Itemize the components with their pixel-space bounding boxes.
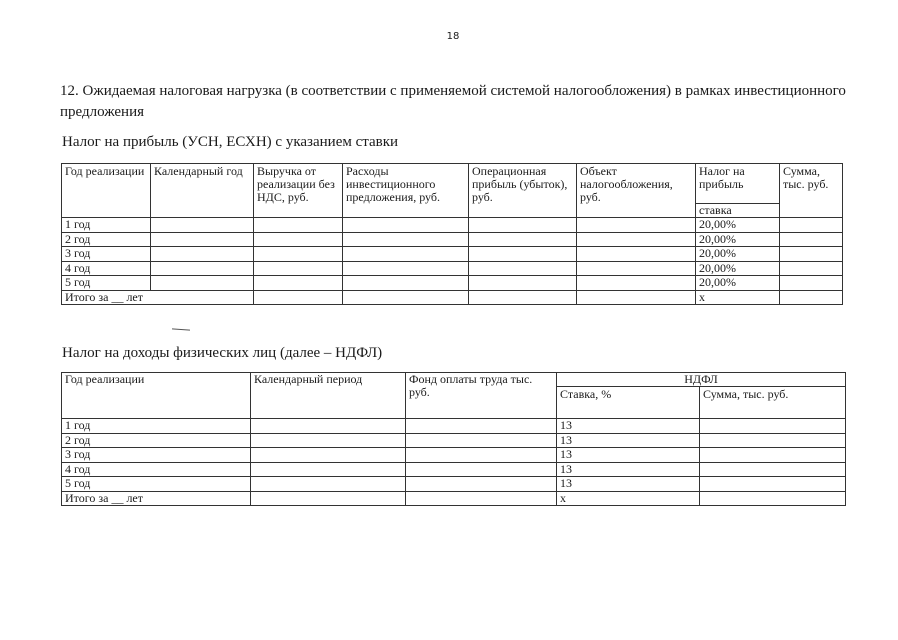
row-rate: 20,00% [696, 218, 780, 233]
row-rate: 20,00% [696, 247, 780, 262]
header-profit-tax: Налог на прибыль [696, 164, 780, 204]
table-row [62, 477, 846, 492]
cell-expenses [343, 276, 469, 291]
row-rate: 13 [557, 433, 700, 448]
cell-tax-object [577, 290, 696, 305]
row-year: 4 год [62, 261, 151, 276]
table-total-row [62, 491, 846, 506]
cell-operating-profit [469, 247, 577, 262]
row-year: 3 год [62, 247, 151, 262]
cell-revenue [254, 232, 343, 247]
cell-amount [780, 290, 843, 305]
cell-expenses [343, 261, 469, 276]
header-payroll: Фонд оплаты труда тыс. руб. [406, 373, 557, 419]
cell-payroll [406, 462, 557, 477]
cell-revenue [254, 276, 343, 291]
header-tax-object: Объект налогообложения, руб. [577, 164, 696, 218]
ndfl-table-title: Налог на доходы физических лиц (далее – НДФЛ) [62, 345, 383, 361]
row-year: 2 год [62, 232, 151, 247]
cell-period [251, 448, 406, 463]
cell-period [251, 419, 406, 434]
row-year: 5 год [62, 477, 251, 492]
cell-period [251, 477, 406, 492]
cell-amount [780, 218, 843, 233]
header-calendar-year: Календарный год [151, 164, 254, 218]
row-rate: 13 [557, 448, 700, 463]
cell-tax-object [577, 276, 696, 291]
cell-payroll [406, 448, 557, 463]
cell-amount [700, 419, 846, 434]
cell-calendar-year [151, 261, 254, 276]
cell-period [251, 462, 406, 477]
section-heading: 12. Ожидаемая налоговая нагрузка (в соответствии с применяемой системой налогообложения) в рамках инвестиционного предложения [60, 83, 846, 120]
cell-calendar-year [151, 276, 254, 291]
cell-amount [700, 462, 846, 477]
cell-tax-object [577, 261, 696, 276]
header-year: Год реализации [62, 164, 151, 218]
row-rate: 13 [557, 419, 700, 434]
row-rate: 13 [557, 462, 700, 477]
total-rate: х [696, 290, 780, 305]
cell-tax-object [577, 232, 696, 247]
header-amount: Сумма, тыс. руб. [700, 387, 846, 419]
cell-revenue [254, 290, 343, 305]
table-row [62, 448, 846, 463]
cell-amount [700, 491, 846, 506]
header-expenses: Расходы инвестиционного предложения, руб. [343, 164, 469, 218]
row-year: 1 год [62, 218, 151, 233]
header-amount: Сумма, тыс. руб. [780, 164, 843, 218]
cell-revenue [254, 247, 343, 262]
header-ndfl: НДФЛ [557, 373, 846, 387]
header-rate: Ставка, % [557, 387, 700, 419]
cell-period [251, 433, 406, 448]
header-period: Календарный период [251, 373, 406, 419]
cell-expenses [343, 218, 469, 233]
stray-pen-mark [172, 328, 190, 330]
total-rate: х [557, 491, 700, 506]
cell-payroll [406, 419, 557, 434]
cell-operating-profit [469, 218, 577, 233]
table-row [62, 261, 843, 276]
row-rate: 13 [557, 477, 700, 492]
cell-amount [700, 433, 846, 448]
cell-payroll [406, 433, 557, 448]
cell-period [251, 491, 406, 506]
row-year: 2 год [62, 433, 251, 448]
cell-amount [780, 261, 843, 276]
profit-tax-table-title: Налог на прибыль (УСН, ЕСХН) с указанием ставки [62, 134, 399, 150]
table-row [62, 462, 846, 477]
cell-operating-profit [469, 276, 577, 291]
cell-amount [700, 448, 846, 463]
row-year: 4 год [62, 462, 251, 477]
page-number: 18 [446, 31, 460, 42]
table-row [62, 218, 843, 233]
row-year: 3 год [62, 448, 251, 463]
table-row [62, 247, 843, 262]
row-rate: 20,00% [696, 232, 780, 247]
table-row [62, 433, 846, 448]
row-year: 1 год [62, 419, 251, 434]
header-rate: ставка [696, 204, 780, 218]
table-row [62, 276, 843, 291]
cell-tax-object [577, 218, 696, 233]
header-year: Год реализации [62, 373, 251, 419]
cell-amount [780, 232, 843, 247]
total-label: Итого за __ лет [62, 491, 251, 506]
cell-tax-object [577, 247, 696, 262]
row-rate: 20,00% [696, 276, 780, 291]
cell-revenue [254, 261, 343, 276]
cell-payroll [406, 491, 557, 506]
cell-calendar-year [151, 218, 254, 233]
header-revenue: Выручка от реализации без НДС, руб. [254, 164, 343, 218]
cell-expenses [343, 247, 469, 262]
table-total-row [62, 290, 843, 305]
table-row [62, 419, 846, 434]
cell-calendar-year [151, 247, 254, 262]
cell-operating-profit [469, 290, 577, 305]
cell-revenue [254, 218, 343, 233]
cell-amount [700, 477, 846, 492]
profit-tax-table [61, 163, 843, 305]
cell-expenses [343, 290, 469, 305]
cell-operating-profit [469, 261, 577, 276]
total-label: Итого за __ лет [62, 290, 254, 305]
cell-calendar-year [151, 232, 254, 247]
cell-operating-profit [469, 232, 577, 247]
row-rate: 20,00% [696, 261, 780, 276]
cell-payroll [406, 477, 557, 492]
header-operating-profit: Операционная прибыль (убыток), руб. [469, 164, 577, 218]
cell-amount [780, 276, 843, 291]
ndfl-table [61, 372, 846, 506]
cell-expenses [343, 232, 469, 247]
cell-amount [780, 247, 843, 262]
row-year: 5 год [62, 276, 151, 291]
table-row [62, 232, 843, 247]
